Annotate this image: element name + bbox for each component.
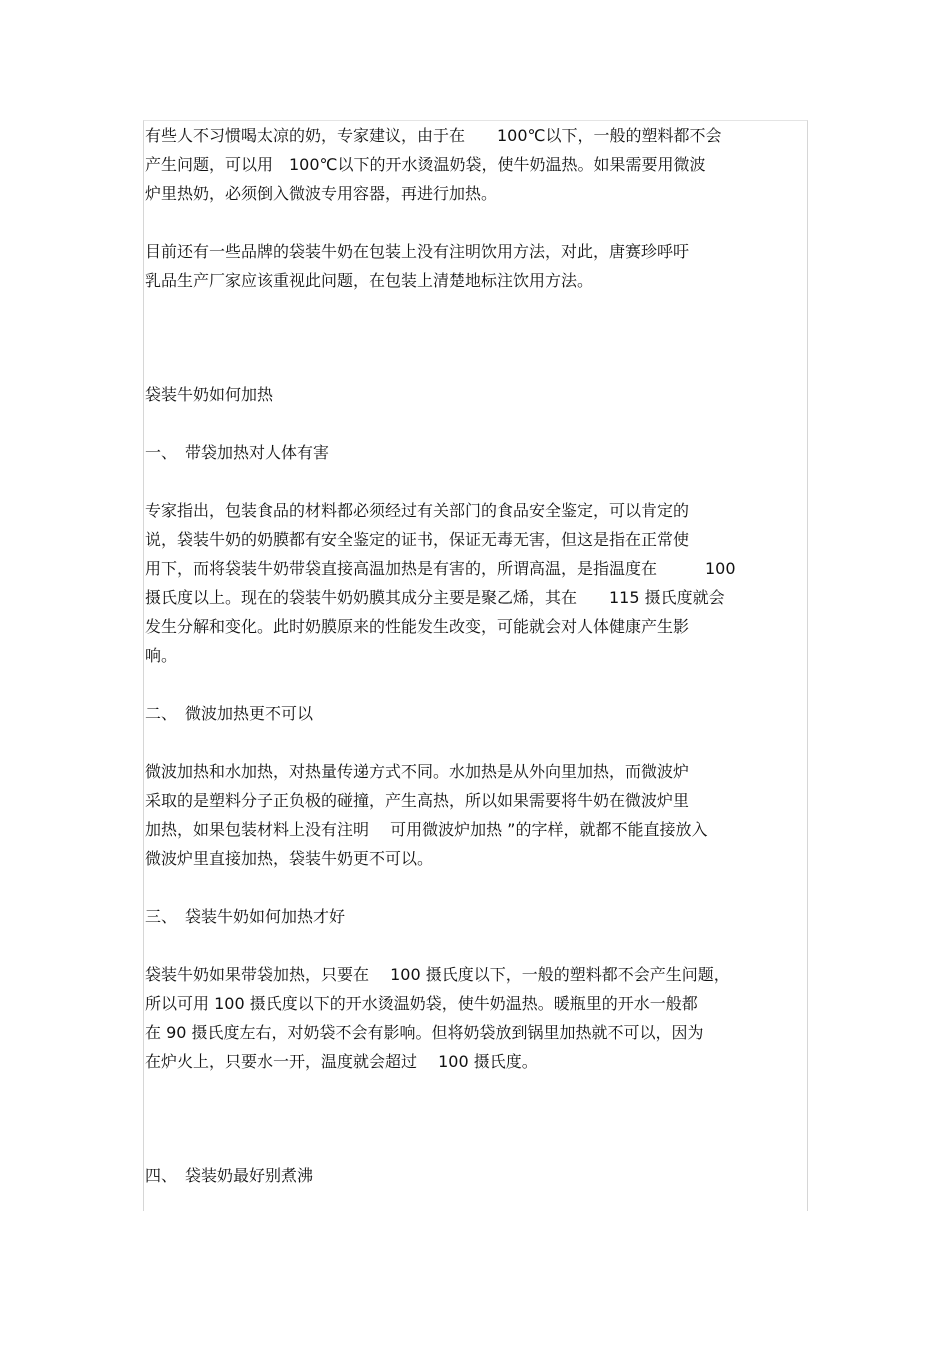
text-line: 微波加热和水加热，对热量传递方式不同。水加热是从外向里加热，而微波炉 xyxy=(145,762,690,781)
text-line: 用下，而将袋装牛奶带袋直接高温加热是有害的，所谓高温，是指温度在 100 xyxy=(145,559,736,578)
paragraph-intro-2 xyxy=(145,237,805,295)
section-4-heading: 四、 袋装奶最好别煮沸 xyxy=(145,1166,314,1185)
text-line: 在 90 摄氏度左右，对奶袋不会有影响。但将奶袋放到锅里加热就不可以，因为 xyxy=(145,1023,704,1042)
section-1-heading: 一、 带袋加热对人体有害 xyxy=(145,443,330,462)
section-2-paragraph xyxy=(145,757,805,873)
text-line: 所以可用 100 摄氏度以下的开水烫温奶袋，使牛奶温热。暖瓶里的开水一般都 xyxy=(145,994,698,1013)
section-2-heading: 二、 微波加热更不可以 xyxy=(145,704,314,723)
text-line: 微波炉里直接加热，袋装牛奶更不可以。 xyxy=(145,849,434,868)
section-3-heading: 三、 袋装牛奶如何加热才好 xyxy=(145,907,346,926)
text-line: 采取的是塑料分子正负极的碰撞，产生高热，所以如果需要将牛奶在微波炉里 xyxy=(145,791,690,810)
text-line: 专家指出，包装食品的材料都必须经过有关部门的食品安全鉴定，可以肯定的 xyxy=(145,501,690,520)
text-line: 说，袋装牛奶的奶膜都有安全鉴定的证书，保证无毒无害，但这是指在正常使 xyxy=(145,530,690,549)
text-line: 炉里热奶，必须倒入微波专用容器，再进行加热。 xyxy=(145,184,498,203)
paragraph-intro-1 xyxy=(145,121,805,208)
text-line: 摄氏度以上。现在的袋装牛奶奶膜其成分主要是聚乙烯，其在 115 摄氏度就会 xyxy=(145,588,725,607)
section-3-paragraph xyxy=(145,960,805,1076)
text-line: 袋装牛奶如果带袋加热，只要在 100 摄氏度以下，一般的塑料都不会产生问题， xyxy=(145,965,730,984)
document-body xyxy=(145,121,805,1190)
text-line: 目前还有一些品牌的袋装牛奶在包装上没有注明饮用方法，对此，唐赛珍呼吁 xyxy=(145,242,690,261)
section-1-paragraph xyxy=(145,496,805,670)
text-line: 响。 xyxy=(145,646,178,665)
section-title: 袋装牛奶如何加热 xyxy=(145,385,274,404)
text-line: 在炉火上，只要水一开，温度就会超过 100 摄氏度。 xyxy=(145,1052,538,1071)
text-line: 发生分解和变化。此时奶膜原来的性能发生改变，可能就会对人体健康产生影 xyxy=(145,617,690,636)
text-line: 有些人不习惯喝太凉的奶，专家建议，由于在 100℃以下，一般的塑料都不会 xyxy=(145,126,722,145)
text-line: 乳品生产厂家应该重视此问题，在包装上清楚地标注饮用方法。 xyxy=(145,271,594,290)
text-line: 加热，如果包装材料上没有注明 可用微波炉加热 ”的字样，就都不能直接放入 xyxy=(145,820,708,839)
text-line: 产生问题，可以用 100℃以下的开水烫温奶袋，使牛奶温热。如果需要用微波 xyxy=(145,155,706,174)
